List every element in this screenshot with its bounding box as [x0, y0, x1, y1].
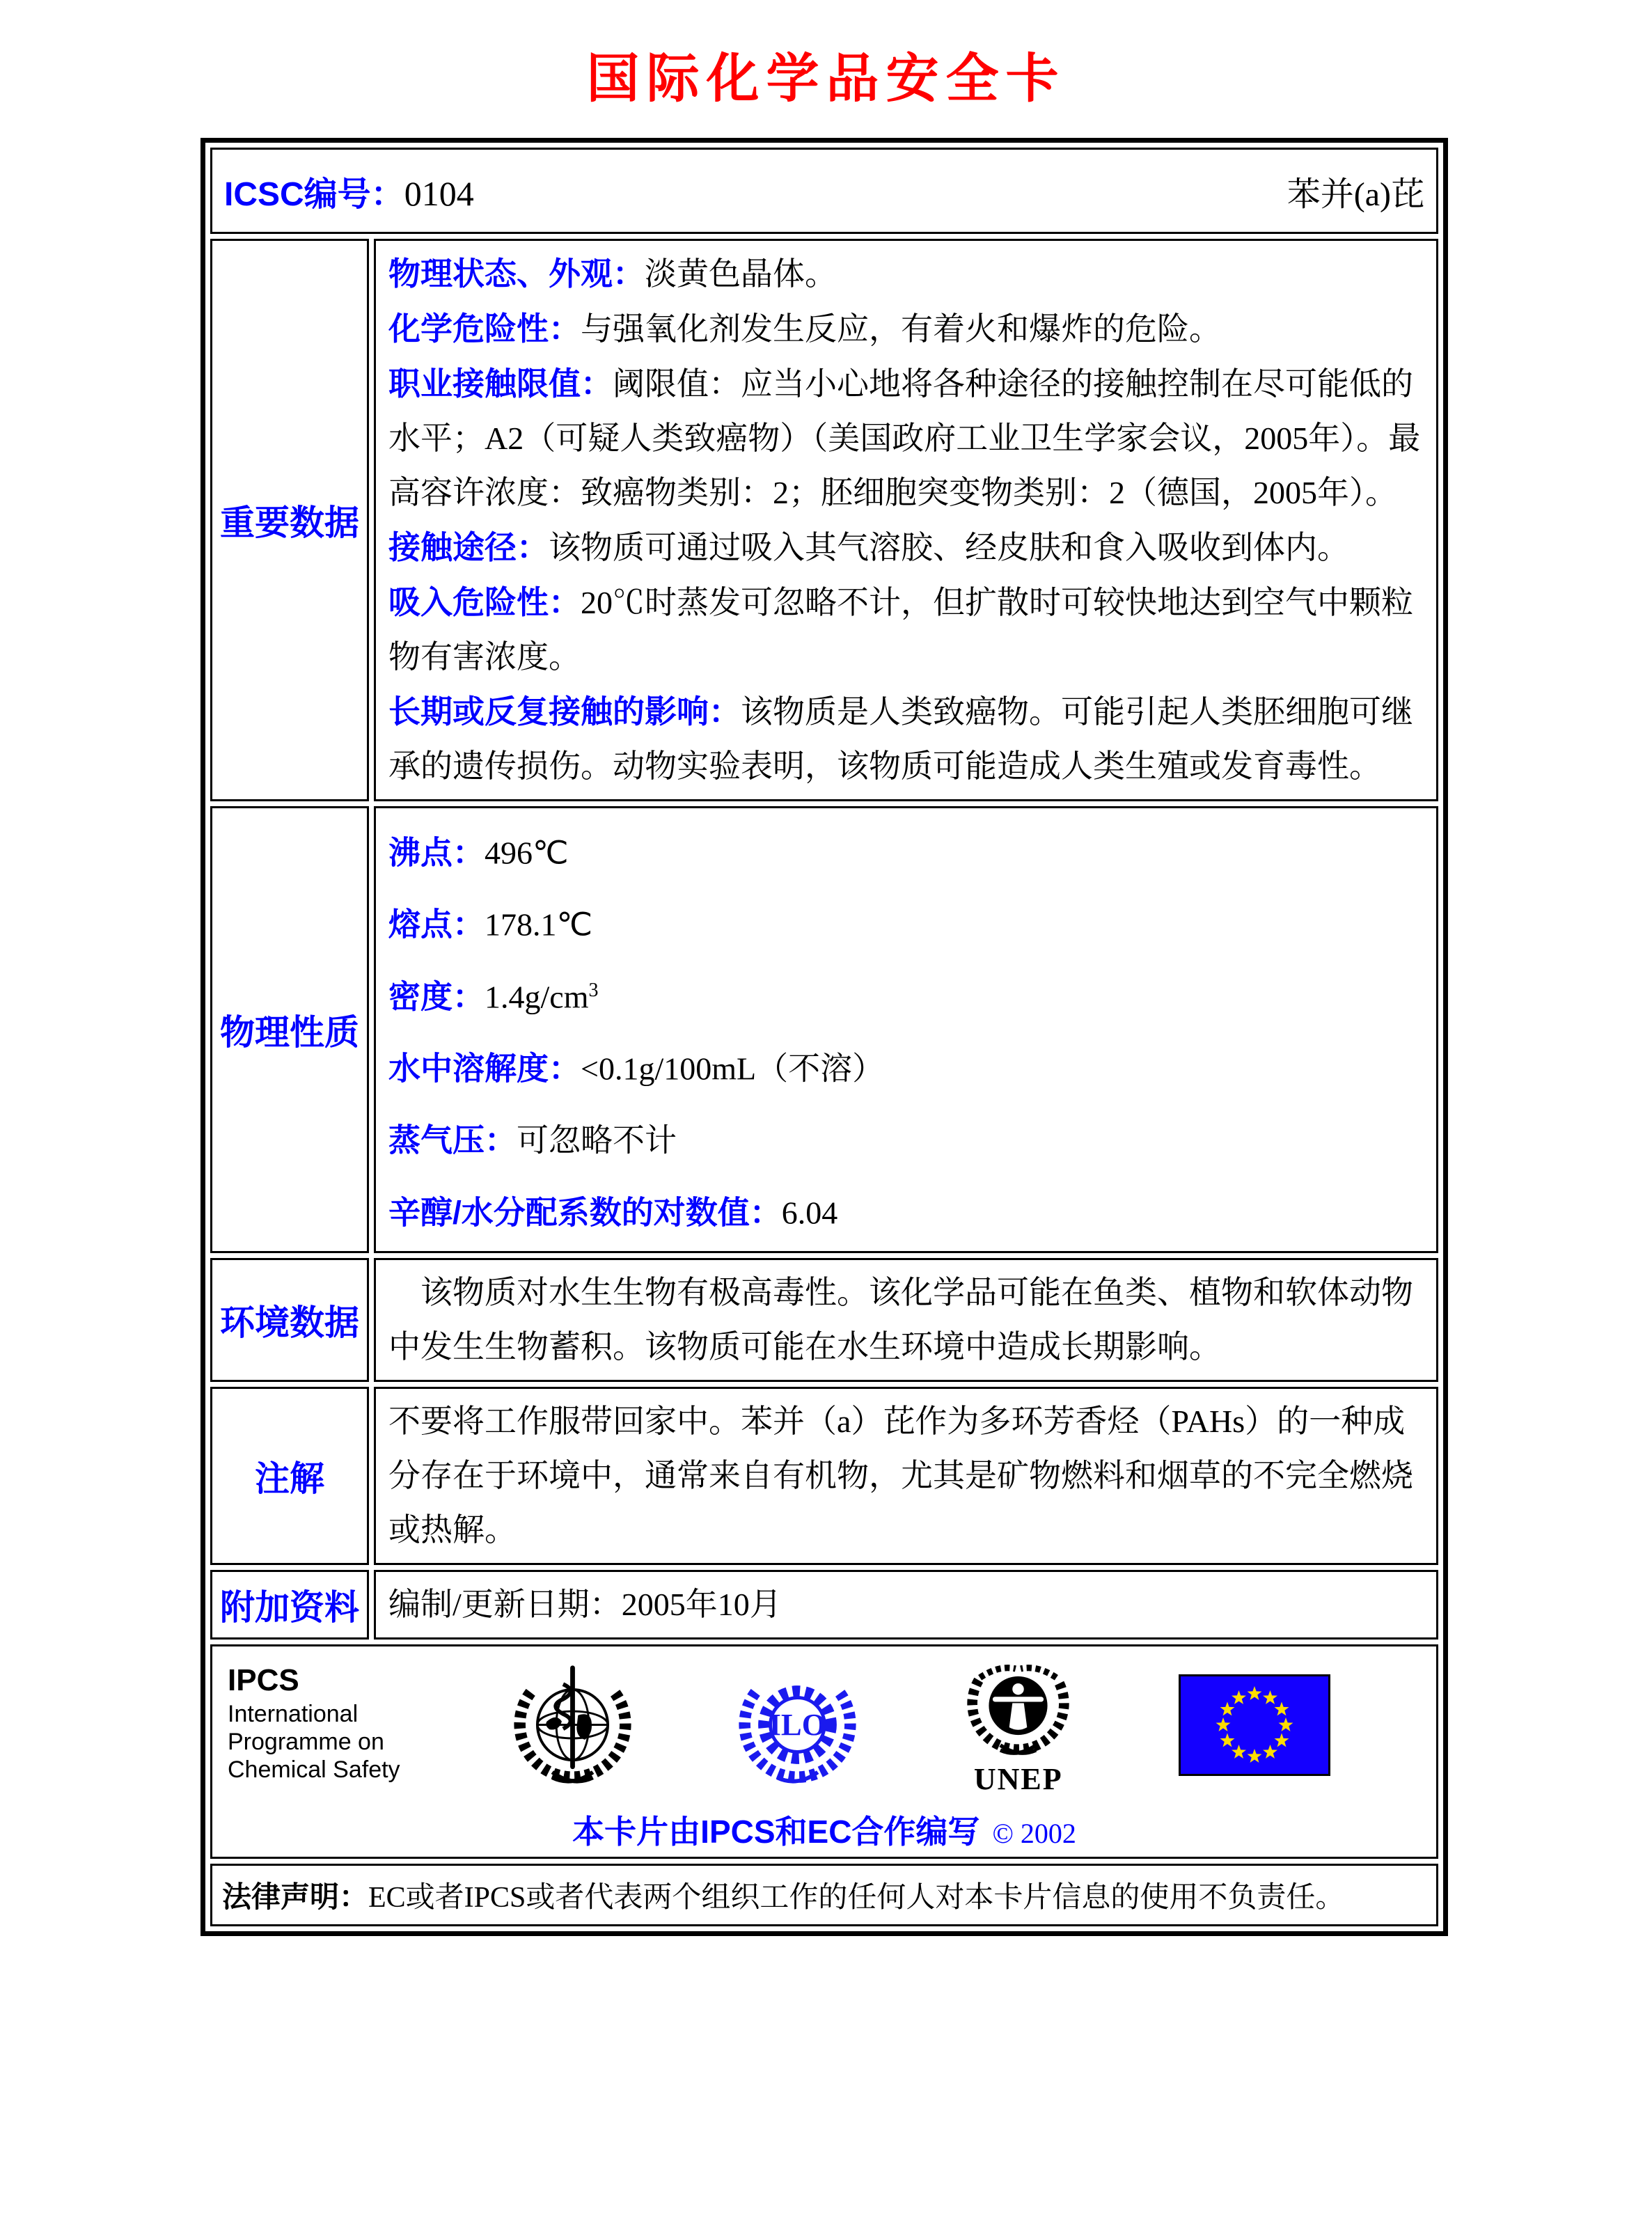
page-title: 国际化学品安全卡 [586, 50, 1066, 109]
notes-text: 不要将工作服带回家中。苯并（a）芘作为多环芳香烃（PAHs）的一种成分存在于环境中，通常来自有机物，尤其是矿物燃料和烟草的不完全燃烧或热解。 [388, 1403, 1413, 1548]
paragraph-text: 20℃时蒸发可忽略不计，但扩散时可较快地达到空气中颗粒物有害浓度。 [388, 585, 1413, 675]
safety-card-table [200, 138, 1448, 1936]
property-boiling-point [388, 814, 1424, 886]
legal-notice [210, 1864, 1438, 1926]
ipcs-subtitle-line: Chemical Safety [228, 1756, 400, 1783]
paragraph-label: 职业接触限值： [388, 365, 613, 402]
unep-label: UNEP [973, 1761, 1063, 1796]
additional-info-content [374, 1570, 1438, 1640]
ipcs-subtitle-line: International [228, 1700, 359, 1727]
icsc-number-label: ICSC编号： [224, 175, 404, 213]
environmental-data-row [210, 1258, 1438, 1382]
property-water-solubility [388, 1030, 1424, 1101]
who-logo-icon [512, 1660, 634, 1789]
property-value: 6.04 [781, 1194, 838, 1230]
property-value: 1.4g/cm [485, 978, 589, 1014]
paragraph-label: 吸入危险性： [388, 584, 581, 620]
paragraph-text: 该物质可通过吸入其气溶胶、经皮肤和食入吸收到体内。 [549, 530, 1349, 565]
paragraph-label: 接触途径： [388, 529, 549, 565]
legal-text: EC或者IPCS或者代表两个组织工作的任何人对本卡片信息的使用不负责任。 [368, 1881, 1345, 1914]
environmental-data-content [374, 1258, 1438, 1382]
svg-text:ILO: ILO [768, 1707, 826, 1743]
row-label-additional-info: 附加资料 [210, 1570, 369, 1640]
paragraph-label: 化学危险性： [388, 310, 581, 347]
row-label-environmental-data: 环境数据 [210, 1258, 369, 1382]
ilo-logo-icon [737, 1660, 858, 1789]
property-octanol-water-partition [388, 1174, 1424, 1245]
notes-content [374, 1387, 1438, 1565]
property-label: 密度： [388, 977, 485, 1014]
eu-flag-icon [1179, 1674, 1330, 1776]
important-data-content [374, 239, 1438, 801]
property-value: 可忽略不计 [517, 1122, 677, 1158]
paragraph-inhalation-risk [388, 575, 1424, 684]
property-superscript: 3 [588, 979, 599, 1001]
update-date-value: 2005年10月 [621, 1586, 782, 1622]
property-value: 178.1℃ [485, 906, 593, 943]
legal-label: 法律声明： [222, 1880, 369, 1913]
unep-logo-icon [961, 1653, 1076, 1758]
important-data-row [210, 239, 1438, 801]
credit-line [212, 1807, 1436, 1853]
notes-row [210, 1387, 1438, 1565]
property-value: <0.1g/100mL（不溶） [581, 1051, 885, 1087]
legal-row [210, 1864, 1438, 1926]
paragraph-text: 淡黄色晶体。 [645, 256, 837, 292]
update-date-label: 编制/更新日期： [388, 1586, 622, 1622]
paragraph-text: 与强氧化剂发生反应，有着火和爆炸的危险。 [581, 311, 1221, 347]
ipcs-subtitle-line: Programme on [228, 1728, 384, 1755]
icsc-number-value: 0104 [404, 173, 474, 213]
paragraph-label: 物理状态、外观： [388, 255, 645, 292]
property-melting-point [388, 886, 1424, 957]
ipcs-title: IPCS [228, 1662, 299, 1697]
paragraph-text: 阈限值：应当小心地将各种途径的接触控制在尽可能低的水平；A2（可疑人类致癌物）（美国政府工业卫生学家会议，2005年）。最高容许浓度：致癌物类别：2；胚细胞突变物类别：2（德国，2005年）。 [388, 366, 1421, 510]
paragraph-longterm-effects [388, 684, 1424, 794]
additional-info-row [210, 1570, 1438, 1640]
property-label: 水中溶解度： [388, 1050, 581, 1087]
icsc-number [224, 167, 474, 215]
ipcs-text-block [228, 1662, 409, 1784]
unep-logo-block [961, 1653, 1076, 1797]
copyright-text: © 2002 [992, 1817, 1076, 1849]
property-label: 蒸气压： [388, 1122, 517, 1158]
credit-text: 本卡片由IPCS和EC合作编写 [572, 1813, 980, 1850]
property-vapor-pressure [388, 1101, 1424, 1173]
paragraph-chemical-danger [388, 301, 1424, 356]
environmental-data-text: 该物质对水生生物有极高毒性。该化学品可能在鱼类、植物和软体动物中发生生物蓄积。该物质可能在水生环境中造成长期影响。 [388, 1274, 1413, 1365]
property-value: 496℃ [485, 835, 569, 871]
header-row [210, 148, 1438, 234]
physical-properties-content [374, 806, 1438, 1253]
paragraph-label: 长期或反复接触的影响： [388, 693, 741, 730]
property-label: 熔点： [388, 906, 485, 943]
row-label-physical-properties: 物理性质 [210, 806, 369, 1253]
paragraph-occupational-limits [388, 356, 1424, 520]
paragraph-text: 该物质是人类致癌物。可能引起人类胚细胞可继承的遗传损伤。动物实验表明，该物质可能造成人类生殖或发育毒性。 [388, 694, 1413, 784]
property-label: 辛醇/水分配系数的对数值： [388, 1193, 782, 1230]
physical-properties-row [210, 806, 1438, 1253]
paragraph-physical-state [388, 246, 1424, 301]
row-label-important-data: 重要数据 [210, 239, 369, 801]
substance-name: 苯并(a)芘 [1287, 175, 1424, 213]
property-density [388, 958, 1424, 1030]
logos-row [210, 1644, 1438, 1859]
row-label-notes: 注解 [210, 1387, 369, 1565]
paragraph-exposure-routes [388, 520, 1424, 575]
property-label: 沸点： [388, 834, 485, 871]
